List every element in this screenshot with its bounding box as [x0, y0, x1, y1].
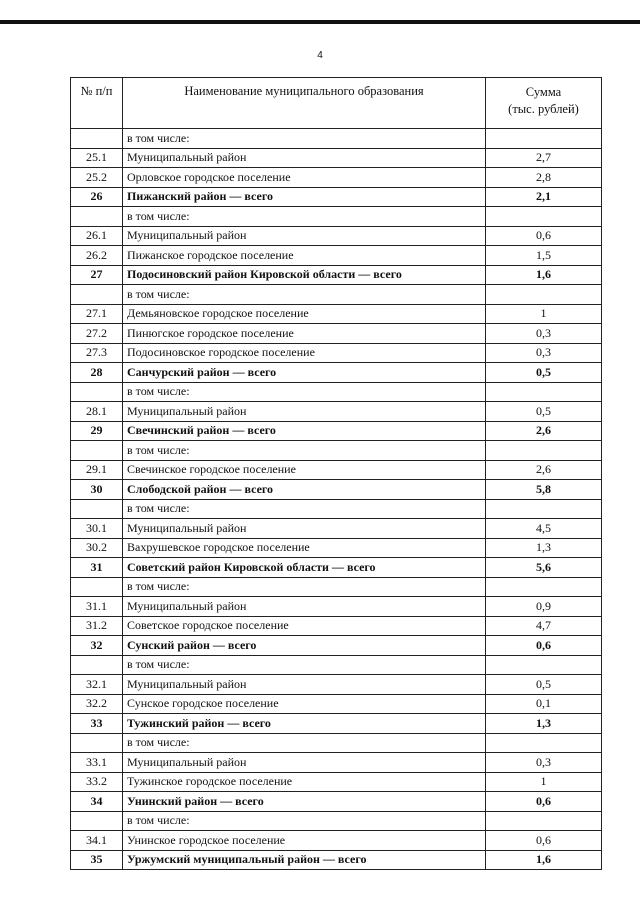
row-num: 33.2 [71, 772, 123, 792]
row-sum [486, 577, 602, 597]
header-name: Наименование муниципального образования [123, 78, 486, 129]
row-name: в том числе: [123, 441, 486, 461]
row-name: Советское городское поселение [123, 616, 486, 636]
row-num [71, 655, 123, 675]
table-row [71, 226, 602, 246]
allocation-table [70, 77, 602, 870]
row-num [71, 129, 123, 149]
table-row [71, 441, 602, 461]
table-row [71, 363, 602, 383]
row-sum: 1,5 [486, 246, 602, 266]
table-row [71, 753, 602, 773]
row-name: Муниципальный район [123, 753, 486, 773]
row-name: Сунский район — всего [123, 636, 486, 656]
table-row [71, 772, 602, 792]
row-name: Уржумский муниципальный район — всего [123, 850, 486, 870]
table-row [71, 792, 602, 812]
table-row [71, 597, 602, 617]
row-name: Тужинское городское поселение [123, 772, 486, 792]
table-row [71, 207, 602, 227]
row-sum [486, 655, 602, 675]
row-name: Подосиновский район Кировской области — всего [123, 265, 486, 285]
table-row [71, 733, 602, 753]
row-sum: 0,6 [486, 636, 602, 656]
row-sum: 1,3 [486, 538, 602, 558]
row-name: в том числе: [123, 499, 486, 519]
row-num: 30.2 [71, 538, 123, 558]
table-row [71, 285, 602, 305]
row-name: в том числе: [123, 811, 486, 831]
row-name: Унинское городское поселение [123, 831, 486, 851]
row-num: 26.1 [71, 226, 123, 246]
row-name: Санчурский район — всего [123, 363, 486, 383]
row-name: Пижанский район — всего [123, 187, 486, 207]
row-num: 34.1 [71, 831, 123, 851]
row-name: Демьяновское городское поселение [123, 304, 486, 324]
header-num: № п/п [71, 78, 123, 129]
row-name: Муниципальный район [123, 402, 486, 422]
row-name: Вахрушевское городское поселение [123, 538, 486, 558]
row-name: в том числе: [123, 382, 486, 402]
page-number: 4 [317, 50, 323, 61]
row-name: Свечинское городское поселение [123, 460, 486, 480]
row-sum: 5,6 [486, 558, 602, 578]
table-row [71, 246, 602, 266]
table-row [71, 460, 602, 480]
table-row [71, 519, 602, 539]
row-num: 28.1 [71, 402, 123, 422]
row-num [71, 207, 123, 227]
table-row [71, 850, 602, 870]
row-num: 32.2 [71, 694, 123, 714]
row-name: Свечинский район — всего [123, 421, 486, 441]
row-num: 25.1 [71, 148, 123, 168]
row-num: 32.1 [71, 675, 123, 695]
row-sum: 1,6 [486, 850, 602, 870]
table-row [71, 129, 602, 149]
table-row [71, 831, 602, 851]
row-num: 32 [71, 636, 123, 656]
row-sum [486, 129, 602, 149]
row-num [71, 811, 123, 831]
row-sum: 0,3 [486, 324, 602, 344]
table-row [71, 480, 602, 500]
row-num: 31.2 [71, 616, 123, 636]
table-header-row [71, 78, 602, 129]
row-num: 27.3 [71, 343, 123, 363]
row-num: 34 [71, 792, 123, 812]
row-num: 35 [71, 850, 123, 870]
table-row [71, 148, 602, 168]
row-sum: 0,3 [486, 343, 602, 363]
table-row [71, 714, 602, 734]
row-sum: 5,8 [486, 480, 602, 500]
row-name: Пижанское городское поселение [123, 246, 486, 266]
table-row [71, 694, 602, 714]
row-name: Сунское городское поселение [123, 694, 486, 714]
row-name: Пинюгское городское поселение [123, 324, 486, 344]
row-num [71, 733, 123, 753]
row-name: Муниципальный район [123, 226, 486, 246]
table-row [71, 343, 602, 363]
row-num: 25.2 [71, 168, 123, 188]
row-name: в том числе: [123, 285, 486, 305]
header-sum-line2: (тыс. рублей) [508, 102, 579, 116]
row-sum: 2,1 [486, 187, 602, 207]
row-sum: 1,6 [486, 265, 602, 285]
row-name: Орловское городское поселение [123, 168, 486, 188]
row-sum: 0,9 [486, 597, 602, 617]
row-sum [486, 207, 602, 227]
row-name: Тужинский район — всего [123, 714, 486, 734]
table-row [71, 382, 602, 402]
row-name: Муниципальный район [123, 519, 486, 539]
row-name: Подосиновское городское поселение [123, 343, 486, 363]
header-sum [486, 78, 602, 129]
row-sum: 0,6 [486, 226, 602, 246]
table-row [71, 636, 602, 656]
row-sum: 4,5 [486, 519, 602, 539]
table-row [71, 538, 602, 558]
header-sum-line1: Сумма [525, 85, 562, 99]
row-name: в том числе: [123, 129, 486, 149]
table-row [71, 577, 602, 597]
table-row [71, 558, 602, 578]
row-sum [486, 811, 602, 831]
row-name: в том числе: [123, 733, 486, 753]
row-sum: 0,5 [486, 675, 602, 695]
table-row [71, 655, 602, 675]
row-num [71, 577, 123, 597]
row-sum: 2,8 [486, 168, 602, 188]
row-name: Муниципальный район [123, 675, 486, 695]
row-num: 27.2 [71, 324, 123, 344]
row-num: 31.1 [71, 597, 123, 617]
row-sum: 0,5 [486, 402, 602, 422]
row-num: 31 [71, 558, 123, 578]
row-sum: 2,7 [486, 148, 602, 168]
row-num [71, 382, 123, 402]
row-num: 26 [71, 187, 123, 207]
table-row [71, 616, 602, 636]
row-num: 27.1 [71, 304, 123, 324]
row-name: в том числе: [123, 207, 486, 227]
table-row [71, 402, 602, 422]
row-num [71, 285, 123, 305]
table-row [71, 499, 602, 519]
row-name: в том числе: [123, 655, 486, 675]
row-sum: 1,3 [486, 714, 602, 734]
table-row [71, 675, 602, 695]
row-sum: 0,6 [486, 831, 602, 851]
row-sum: 1 [486, 304, 602, 324]
row-sum: 0,3 [486, 753, 602, 773]
row-num: 26.2 [71, 246, 123, 266]
row-num: 33.1 [71, 753, 123, 773]
table-row [71, 811, 602, 831]
row-name: Советский район Кировской области — всего [123, 558, 486, 578]
row-sum: 0,5 [486, 363, 602, 383]
table-row [71, 168, 602, 188]
row-sum: 2,6 [486, 460, 602, 480]
row-num: 29 [71, 421, 123, 441]
table-row [71, 304, 602, 324]
row-name: Унинский район — всего [123, 792, 486, 812]
row-num: 28 [71, 363, 123, 383]
row-sum [486, 733, 602, 753]
table-row [71, 324, 602, 344]
table-row [71, 421, 602, 441]
row-sum [486, 382, 602, 402]
row-sum: 4,7 [486, 616, 602, 636]
row-num [71, 499, 123, 519]
table-row [71, 265, 602, 285]
row-num: 29.1 [71, 460, 123, 480]
row-name: в том числе: [123, 577, 486, 597]
row-num: 30 [71, 480, 123, 500]
table-row [71, 187, 602, 207]
row-sum [486, 499, 602, 519]
row-num: 27 [71, 265, 123, 285]
row-name: Муниципальный район [123, 148, 486, 168]
row-sum [486, 441, 602, 461]
top-rule [0, 20, 640, 24]
row-name: Муниципальный район [123, 597, 486, 617]
row-num: 33 [71, 714, 123, 734]
row-sum: 2,6 [486, 421, 602, 441]
row-sum [486, 285, 602, 305]
row-sum: 0,6 [486, 792, 602, 812]
row-sum: 0,1 [486, 694, 602, 714]
row-num [71, 441, 123, 461]
row-sum: 1 [486, 772, 602, 792]
row-name: Слободской район — всего [123, 480, 486, 500]
row-num: 30.1 [71, 519, 123, 539]
